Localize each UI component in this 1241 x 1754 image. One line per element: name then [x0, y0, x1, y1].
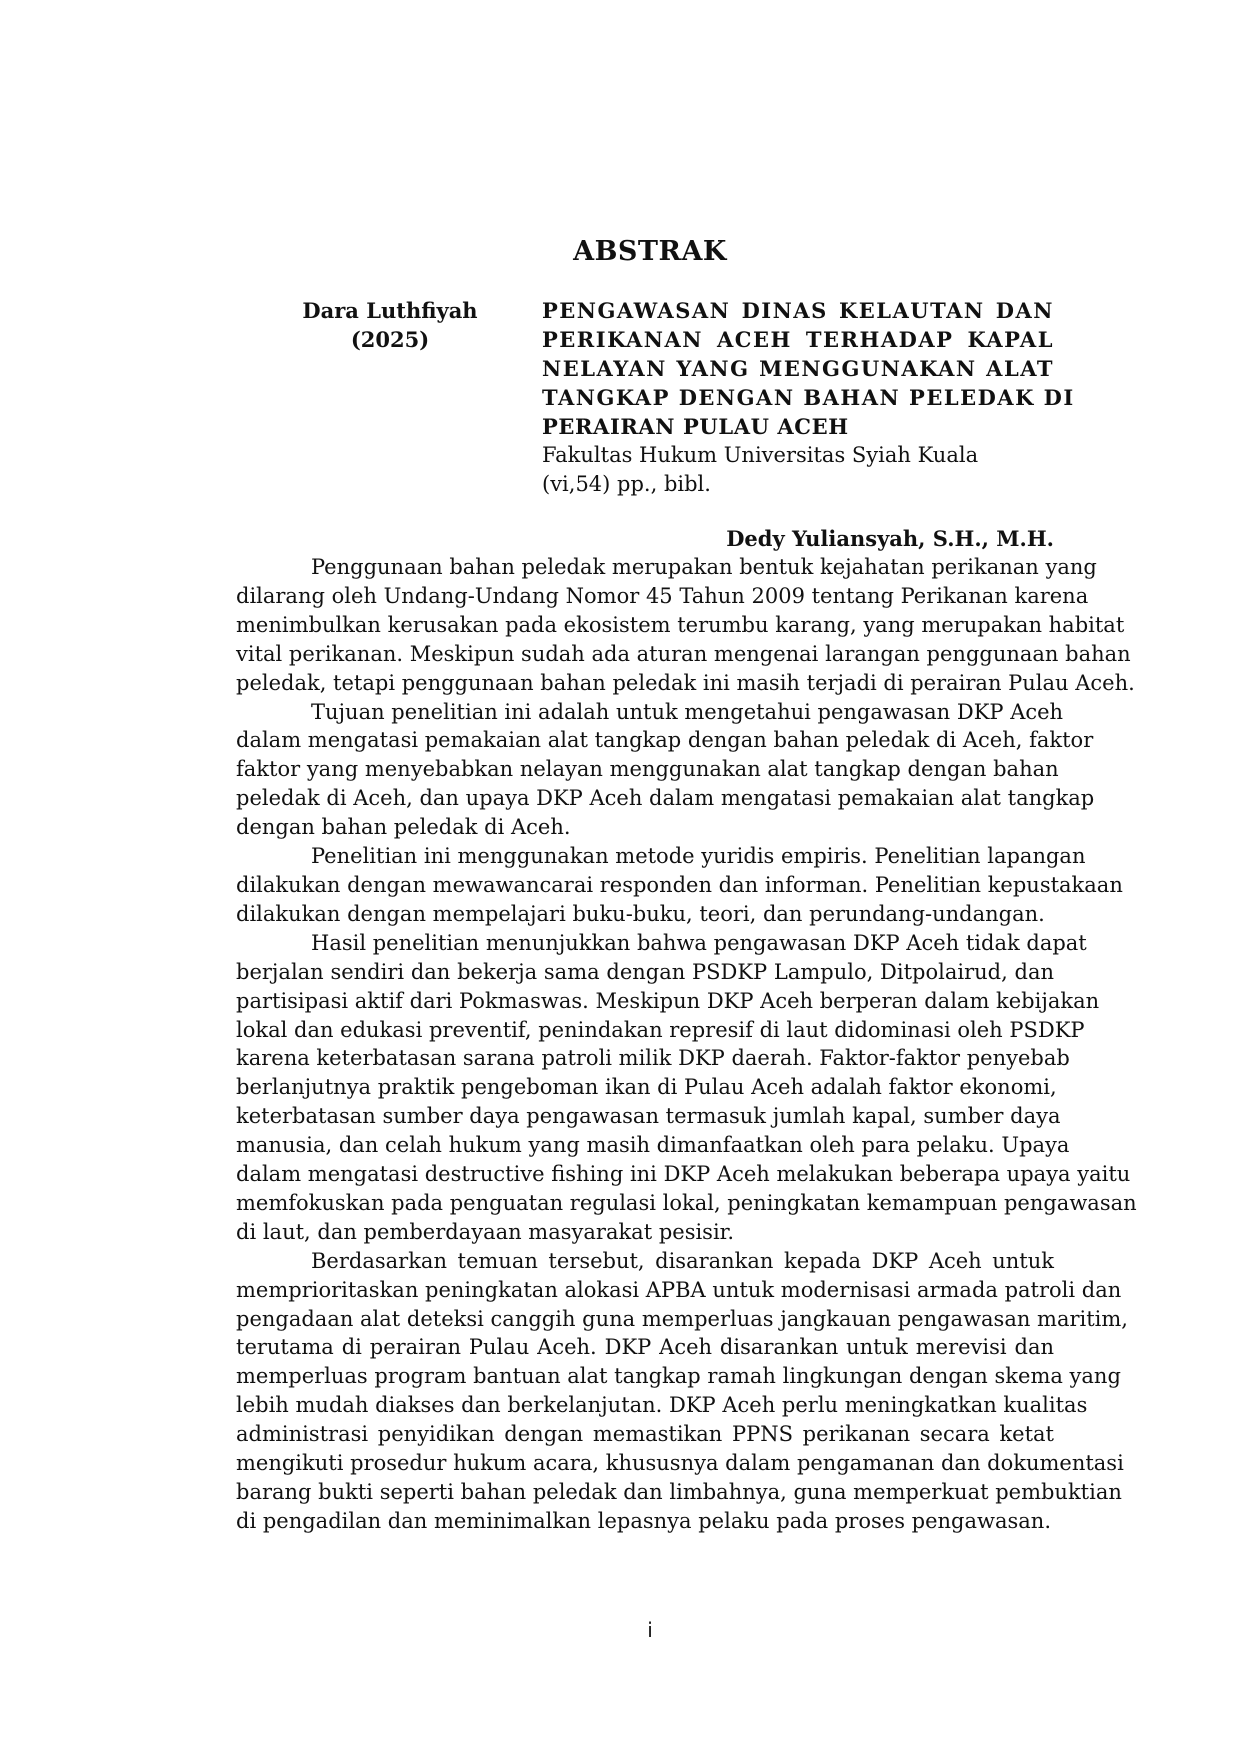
text-line: dengan bahan peledak di Aceh. — [236, 815, 571, 840]
text-line: vital perikanan. Meskipun sudah ada aturan mengenai larangan penggunaan bahan — [236, 641, 1131, 666]
text-line: terutama di perairan Pulau Aceh. DKP Aceh disarankan untuk merevisi dan — [236, 1335, 1054, 1360]
paragraph-background — [236, 553, 1135, 698]
paragraph-objective — [236, 698, 1095, 843]
text-line: lebih mudah diakses dan berkelanjutan. DKP Aceh perlu meningkatkan kualitas — [236, 1393, 1088, 1418]
text-line: dilakukan dengan mewawancarai responden dan informan. Penelitian kepustakaan — [236, 872, 1123, 897]
abstract-body — [236, 553, 1137, 1536]
text-line: menimbulkan kerusakan pada ekosistem terumbu karang, yang merupakan habitat — [236, 612, 1125, 637]
thesis-title-line: TANGKAP DENGAN BAHAN PELEDAK DI — [542, 385, 1075, 410]
text-line: Tujuan penelitian ini adalah untuk mengetahui pengawasan DKP Aceh — [311, 699, 1064, 724]
text-line: mengikuti prosedur hukum acara, khususnya dalam pengamanan dan dokumentasi — [236, 1451, 1124, 1476]
paragraph-method — [236, 842, 1123, 929]
author-year: (2025) — [350, 327, 430, 352]
paragraph-recommendations — [236, 1247, 1128, 1536]
text-line: keterbatasan sumber daya pengawasan termasuk jumlah kapal, sumber daya — [236, 1104, 1061, 1129]
text-line: dilakukan dengan mempelajari buku-buku, teori, dan perundang-undangan. — [236, 901, 1045, 926]
text-line: dilarang oleh Undang-Undang Nomor 45 Tahun 2009 tentang Perikanan karena — [236, 583, 1089, 608]
thesis-info — [542, 296, 1075, 499]
author-name: Dara Luthfiyah — [302, 298, 478, 323]
text-line: manusia, dan celah hukum yang masih dimanfaatkan oleh para pelaku. Upaya — [236, 1133, 1070, 1158]
text-line: berjalan sendiri dan bekerja sama dengan PSDKP Lampulo, Ditpolairud, dan — [236, 959, 1054, 984]
text-line: faktor yang menyebabkan nelayan menggunakan alat tangkap dengan bahan — [236, 757, 1059, 782]
paragraph-results — [236, 929, 1137, 1247]
thesis-title-line: PERAIRAN PULAU ACEH — [542, 414, 849, 439]
text-line: memprioritaskan peningkatan alokasi APBA untuk modernisasi armada patroli dan — [236, 1277, 1122, 1302]
text-line: dalam mengatasi destructive fishing ini DKP Aceh melakukan beberapa upaya yaitu — [236, 1162, 1131, 1187]
text-line: di pengadilan dan meminimalkan lepasnya pelaku pada proses pengawasan. — [236, 1508, 1051, 1533]
supervisor-name: Dedy Yuliansyah, S.H., M.H. — [726, 526, 1054, 551]
text-line: Hasil penelitian menunjukkan bahwa pengawasan DKP Aceh tidak dapat — [311, 930, 1087, 955]
text-line: Penggunaan bahan peledak merupakan bentuk kejahatan perikanan yang — [311, 555, 1097, 579]
text-line: lokal dan edukasi preventif, penindakan represif di laut didominasi oleh PSDKP — [236, 1017, 1085, 1042]
text-line: di laut, dan pemberdayaan masyarakat pesisir. — [236, 1219, 735, 1244]
text-line: partisipasi aktif dari Pokmaswas. Meskipun DKP Aceh berperan dalam kebijakan — [236, 988, 1100, 1013]
text-line: pengadaan alat deteksi canggih guna memperluas jangkauan pengawasan maritim, — [236, 1306, 1128, 1331]
text-line: berlanjutnya praktik pengeboman ikan di Pulau Aceh adalah faktor ekonomi, — [236, 1075, 1057, 1100]
text-line: Berdasarkan temuan tersebut, disarankan kepada DKP Aceh untuk — [311, 1248, 1054, 1273]
page-count: (vi,54) pp., bibl. — [542, 472, 711, 496]
page-number: i — [647, 1618, 653, 1642]
text-line: memfokuskan pada penguatan regulasi lokal, peningkatan kemampuan pengawasan — [236, 1190, 1137, 1215]
text-line: peledak di Aceh, dan upaya DKP Aceh dalam mengatasi pemakaian alat tangkap — [236, 786, 1095, 811]
text-line: dalam mengatasi pemakaian alat tangkap dengan bahan peledak di Aceh, faktor — [236, 728, 1094, 753]
faculty-name: Fakultas Hukum Universitas Syiah Kuala — [542, 443, 979, 467]
thesis-title-line: NELAYAN YANG MENGGUNAKAN ALAT — [542, 356, 1054, 381]
text-line: barang bukti seperti bahan peledak dan limbahnya, guna memperkuat pembuktian — [236, 1480, 1122, 1504]
text-line: karena keterbatasan sarana patroli milik DKP daerah. Faktor-faktor penyebab — [236, 1046, 1070, 1071]
text-line: administrasi penyidikan dengan memastikan PPNS perikanan secara ketat — [236, 1422, 1054, 1447]
thesis-title-line: PERIKANAN ACEH TERHADAP KAPAL — [542, 327, 1054, 352]
thesis-title-line: PENGAWASAN DINAS KELAUTAN DAN — [542, 298, 1054, 323]
author-block — [290, 296, 490, 354]
text-line: Penelitian ini menggunakan metode yuridis empiris. Penelitian lapangan — [311, 844, 1086, 869]
page-title: ABSTRAK — [573, 236, 727, 267]
text-line: peledak, tetapi penggunaan bahan peledak ini masih terjadi di perairan Pulau Aceh. — [236, 670, 1135, 695]
text-line: memperluas program bantuan alat tangkap ramah lingkungan dengan skema yang — [236, 1364, 1121, 1389]
